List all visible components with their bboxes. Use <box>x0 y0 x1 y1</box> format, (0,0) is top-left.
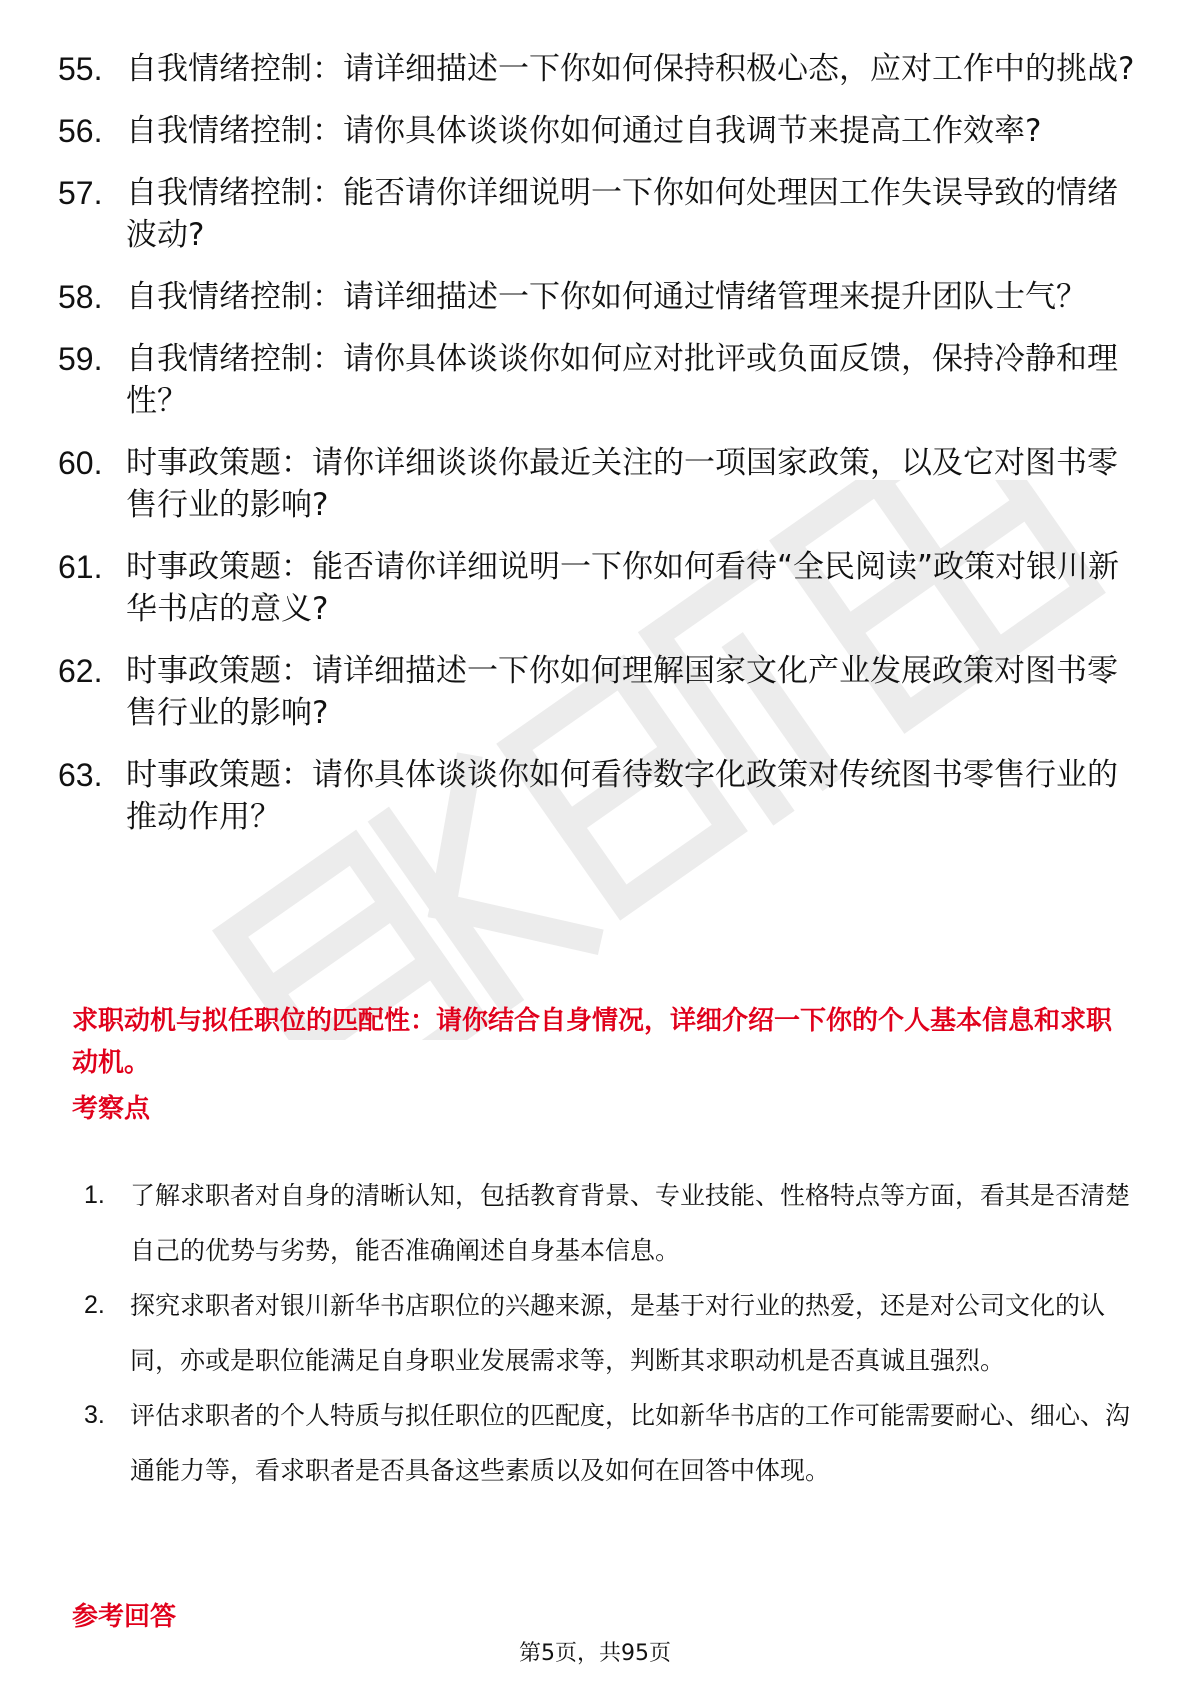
question-item <box>58 110 1138 152</box>
question-item <box>58 172 1138 256</box>
question-item <box>58 650 1138 734</box>
question-list <box>58 48 1138 858</box>
question-number: 58. <box>58 279 103 315</box>
question-item <box>58 338 1138 422</box>
question-number: 59. <box>58 341 103 377</box>
assessment-point <box>84 1278 1134 1388</box>
question-number: 55. <box>58 51 103 87</box>
page-footer: 第5页，共95页 <box>519 1641 671 1666</box>
answer-heading: 参考回答 <box>72 1602 177 1632</box>
kaocha-heading: 考察点 <box>72 1094 151 1124</box>
question-number: 56. <box>58 113 103 149</box>
question-number: 63. <box>58 757 103 793</box>
question-number: 57. <box>58 175 103 211</box>
point-text: 探究求职者对银川新华书店职位的兴趣来源，是基于对行业的热爱，还是对公司文化的认同，亦或是职位能满足自身职业发展需求等，判断其求职动机是否真诚且强烈。 <box>130 1291 1106 1375</box>
question-text: 时事政策题：能否请你详细说明一下你如何看待“全民阅读”政策对银川新华书店的意义? <box>126 549 1120 627</box>
question-number: 62. <box>58 653 103 689</box>
question-text: 自我情绪控制：能否请你详细说明一下你如何处理因工作失误导致的情绪波动? <box>126 175 1118 253</box>
question-item <box>58 48 1138 90</box>
point-text: 了解求职者对自身的清晰认知，包括教育背景、专业技能、性格特点等方面，看其是否清楚自己的优势与劣势，能否准确阐述自身基本信息。 <box>130 1181 1131 1265</box>
question-item <box>58 546 1138 630</box>
question-number: 60. <box>58 445 103 481</box>
question-text: 自我情绪控制：请你具体谈谈你如何通过自我调节来提高工作效率? <box>126 113 1042 149</box>
question-text: 自我情绪控制：请详细描述一下你如何保持积极心态，应对工作中的挑战? <box>126 51 1135 87</box>
question-number: 61. <box>58 549 103 585</box>
assessment-point <box>84 1168 1134 1278</box>
point-number: 1. <box>84 1181 105 1209</box>
question-item <box>58 442 1138 526</box>
question-text: 自我情绪控制：请详细描述一下你如何通过情绪管理来提升团队士气？ <box>126 279 1087 315</box>
assessment-point <box>84 1388 1134 1498</box>
point-number: 3. <box>84 1401 105 1429</box>
question-text: 自我情绪控制：请你具体谈谈你如何应对批评或负面反馈，保持冷静和理性？ <box>126 341 1118 419</box>
question-text: 时事政策题：请详细描述一下你如何理解国家文化产业发展政策对图书零售行业的影响? <box>126 653 1118 731</box>
question-item <box>58 754 1138 838</box>
question-text: 时事政策题：请你详细谈谈你最近关注的一项国家政策，以及它对图书零售行业的影响? <box>126 445 1118 523</box>
point-text: 评估求职者的个人特质与拟任职位的匹配度，比如新华书店的工作可能需要耐心、细心、沟通能力等，看求职者是否具备这些素质以及如何在回答中体现。 <box>130 1401 1131 1485</box>
question-text: 时事政策题：请你具体谈谈你如何看待数字化政策对传统图书零售行业的推动作用？ <box>126 757 1118 835</box>
featured-question: 求职动机与拟任职位的匹配性：请你结合自身情况，详细介绍一下你的个人基本信息和求职动机。 <box>72 1006 1113 1078</box>
question-item <box>58 276 1138 318</box>
assessment-points <box>84 1168 1134 1498</box>
point-number: 2. <box>84 1291 105 1319</box>
